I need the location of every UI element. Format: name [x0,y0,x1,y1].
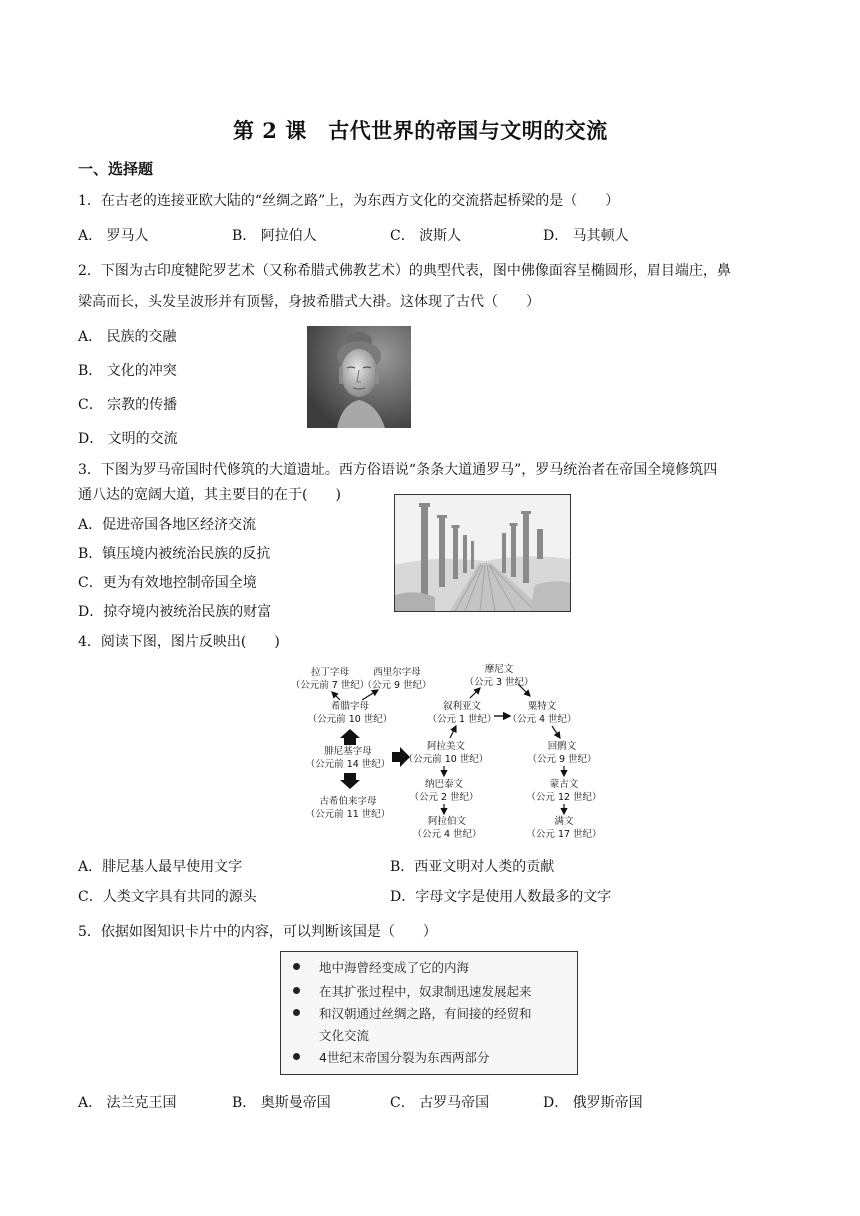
q3-option-c[interactable]: C．更为有效地控制帝国全境 [78,575,257,591]
q2-option-d[interactable]: D． 文明的交流 [78,431,178,447]
sogdian-script-label: 粟特文 [527,701,557,712]
card-line-4: 文化交流 [319,1028,370,1043]
syriac-script-label: 叙利亚文 [442,701,482,712]
arabic-script-label: 阿拉伯文 [427,816,467,827]
section-heading: 一、选择题 [78,160,154,178]
bullet-icon [293,987,300,994]
q3-option-b[interactable]: B．镇压境内被统治民族的反抗 [78,546,271,562]
card-line-1: 地中海曾经变成了它的内海 [319,960,470,975]
q1-option-d[interactable]: D． 马其顿人 [543,228,629,244]
phoenician-alphabet-label: 腓尼基字母 [324,746,372,757]
q4-option-a[interactable]: A．腓尼基人最早使用文字 [78,859,243,875]
q3-option-d[interactable]: D．掠夺境内被统治民族的财富 [78,604,272,620]
uyghur-script-date: （公元 9 世纪） [527,754,597,765]
cyrillic-alphabet-label: 西里尔字母 [373,667,421,678]
buddha-statue-photo [307,326,411,428]
question-3-line-1: 3．下图为罗马帝国时代修筑的大道遗址。西方俗语说“条条大道通罗马”，罗马统治者在帝国全境修筑四 [78,462,718,478]
manichaean-script-label: 摩尼文 [484,664,514,675]
q3-option-a[interactable]: A．促进帝国各地区经济交流 [78,517,257,533]
q1-option-b[interactable]: B． 阿拉伯人 [232,228,317,244]
q2-option-a[interactable]: A． 民族的交融 [78,329,177,345]
sogdian-script-date: （公元 4 世纪） [507,714,577,725]
bullet-icon [293,1053,300,1060]
hebrew-alphabet-label: 古希伯来字母 [319,796,377,807]
nabataean-script-date: （公元 2 世纪） [409,792,479,803]
manchu-script-date: （公元 17 世纪） [526,829,602,840]
question-1-text: 1．在古老的连接亚欧大陆的“丝绸之路”上，为东西方文化的交流搭起桥梁的是（ ） [78,193,620,209]
greek-alphabet-label: 希腊字母 [330,701,370,712]
q4-option-b[interactable]: B．西亚文明对人类的贡献 [390,859,555,875]
mongolian-script-label: 蒙古文 [549,779,579,790]
manchu-script-label: 满文 [554,816,574,827]
bullet-icon [293,1009,300,1016]
arabic-script-date: （公元 4 世纪） [412,829,482,840]
syriac-script-date: （公元 1 世纪） [427,714,497,725]
q1-option-a[interactable]: A． 罗马人 [78,228,149,244]
q2-option-c[interactable]: C． 宗教的传播 [78,397,178,413]
card-line-3: 和汉朝通过丝绸之路，有间接的经贸和 [319,1006,532,1021]
latin-alphabet-label: 拉丁字母 [310,667,350,678]
question-4-text: 4．阅读下图，图片反映出( ) [78,634,280,650]
nabataean-script-label: 纳巴泰文 [424,779,464,790]
q4-option-d[interactable]: D．字母文字是使用人数最多的文字 [390,889,612,905]
q1-option-c[interactable]: C． 波斯人 [390,228,462,244]
aramaic-script-label: 阿拉美文 [426,741,466,752]
latin-alphabet-date: （公元前 7 世纪） [290,680,370,691]
q2-option-b[interactable]: B． 文化的冲突 [78,363,177,379]
phoenician-alphabet-date: （公元前 14 世纪） [305,759,391,770]
card-line-2: 在其扩张过程中，奴隶制迅速发展起来 [319,984,532,999]
manichaean-script-date: （公元 3 世纪） [464,677,534,688]
uyghur-script-label: 回鹘文 [547,741,577,752]
q5-option-d[interactable]: D． 俄罗斯帝国 [543,1095,643,1111]
knowledge-card [280,951,578,1075]
greek-alphabet-date: （公元前 10 世纪） [307,714,393,725]
card-line-5: 4世纪末帝国分裂为东西两部分 [319,1050,490,1065]
q5-option-c[interactable]: C． 古罗马帝国 [390,1095,490,1111]
aramaic-script-date: （公元前 10 世纪） [403,754,489,765]
question-2-line-1: 2．下图为古印度犍陀罗艺术（又称希腊式佛教艺术）的典型代表，图中佛像面容呈椭圆形，眉目端庄，鼻 [78,263,731,279]
q4-option-c[interactable]: C．人类文字具有共同的源头 [78,889,257,905]
question-5-text: 5．依据如图知识卡片中的内容，可以判断该国是（ ） [78,924,437,940]
hebrew-alphabet-date: （公元前 11 世纪） [305,809,391,820]
mongolian-script-date: （公元 12 世纪） [526,792,602,803]
question-3-line-2: 通八达的宽阔大道，其主要目的在于( ) [78,487,341,503]
cyrillic-alphabet-date: （公元 9 世纪） [362,680,432,691]
bullet-icon [293,963,300,970]
q5-option-a[interactable]: A． 法兰克王国 [78,1095,177,1111]
roman-road-ruins-photo [394,494,571,612]
q5-option-b[interactable]: B． 奥斯曼帝国 [232,1095,331,1111]
question-2-line-2: 梁高而长，头发呈波形并有顶髻，身披希腊式大褂。这体现了古代（ ） [78,294,540,310]
page-title: 第 2 课 古代世界的帝国与文明的交流 [233,118,608,143]
writing-systems-diagram [282,658,622,846]
